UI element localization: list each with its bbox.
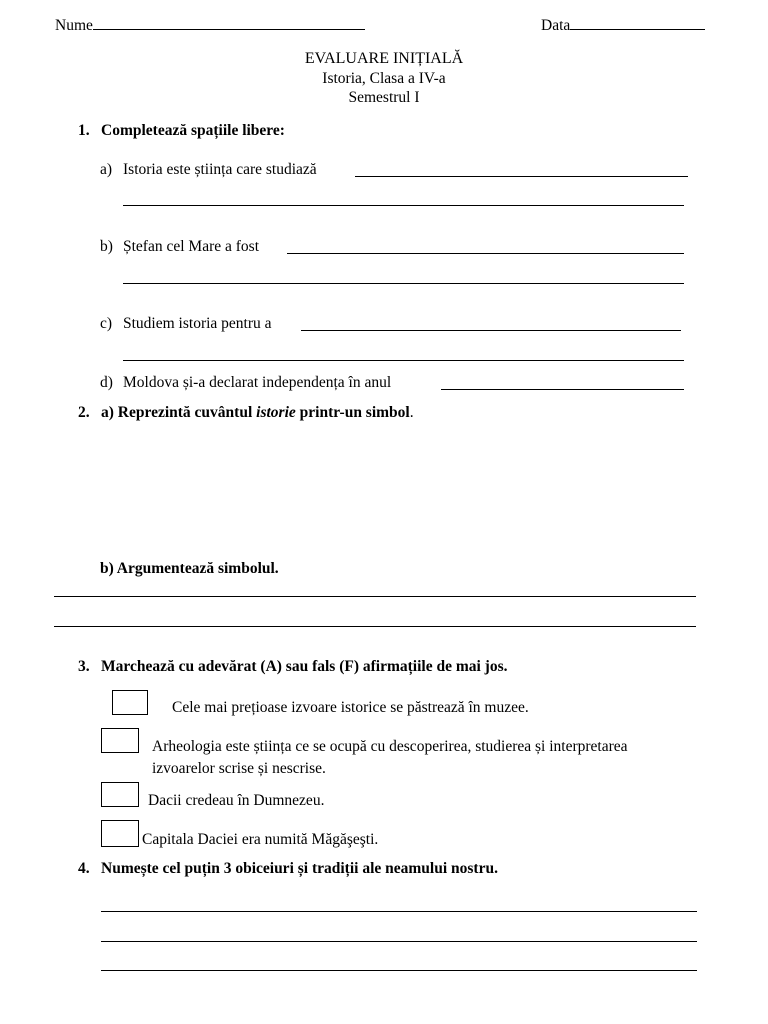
answer-line[interactable] (101, 911, 697, 912)
name-field[interactable] (55, 17, 365, 35)
date-label: Data (541, 17, 571, 34)
semester-label: Semestrul I (348, 89, 420, 106)
answer-box[interactable] (101, 728, 139, 753)
q2-a-prefix: a) Reprezintă cuvântul (101, 404, 257, 421)
q2-b-prompt: b) Argumentează simbolul. (100, 560, 279, 577)
symbol-drawing-area[interactable] (100, 425, 700, 550)
q1-item-d (100, 374, 391, 392)
q3-statement-1: Cele mai prețioase izvoare istorice se păstrează în muzee. (172, 699, 529, 716)
q2-a-word: istorie (256, 404, 296, 421)
answer-line[interactable] (54, 596, 696, 597)
q1-item-b (100, 238, 259, 256)
q4-prompt: Numește cel puțin 3 obiceiuri și tradiții ale neamului nostru. (101, 860, 498, 877)
q1-c-letter: c) (100, 315, 113, 332)
q1-heading (78, 122, 285, 140)
q1-number: 1. (78, 122, 90, 139)
date-blank[interactable] (570, 17, 705, 30)
answer-box[interactable] (112, 690, 148, 715)
answer-line[interactable] (301, 330, 681, 331)
q2-heading (78, 404, 414, 422)
answer-line[interactable] (287, 253, 684, 254)
q1-item-c (100, 315, 272, 333)
q1-item-a (100, 161, 317, 179)
answer-line[interactable] (54, 626, 696, 627)
page-subtitle: Istoria, Clasa a IV-a (322, 70, 446, 87)
q3-statement-2-line1: Arheologia este știința ce se ocupă cu descoperirea, studierea și interpretarea (152, 738, 628, 755)
answer-line[interactable] (101, 970, 697, 971)
answer-line[interactable] (123, 283, 684, 284)
q3-number: 3. (78, 658, 90, 675)
q1-a-letter: a) (100, 161, 113, 178)
answer-line[interactable] (441, 389, 684, 390)
q1-a-text: Istoria este știința care studiază (123, 161, 317, 178)
q2-number: 2. (78, 404, 90, 421)
q1-c-text: Studiem istoria pentru a (123, 315, 272, 332)
answer-line[interactable] (123, 360, 684, 361)
answer-box[interactable] (101, 820, 139, 847)
page-title: EVALUARE INIȚIALĂ (304, 50, 464, 67)
q3-prompt: Marchează cu adevărat (A) sau fals (F) afirmațiile de mai jos. (101, 658, 508, 675)
answer-line[interactable] (355, 176, 688, 177)
answer-line[interactable] (101, 941, 697, 942)
q1-b-text: Ștefan cel Mare a fost (123, 238, 259, 255)
answer-box[interactable] (101, 782, 139, 807)
q3-heading (78, 658, 508, 676)
answer-line[interactable] (123, 205, 684, 206)
date-field[interactable] (541, 17, 705, 35)
q1-b-letter: b) (100, 238, 113, 255)
q1-d-letter: d) (100, 374, 113, 391)
name-blank[interactable] (93, 17, 365, 30)
q2-a-suffix: printr-un simbol (295, 404, 410, 421)
name-label: Nume (55, 17, 93, 34)
q1-d-text: Moldova și-a declarat independența în anul (123, 374, 392, 391)
q1-prompt: Completează spațiile libere: (101, 122, 285, 139)
q4-heading (78, 860, 498, 878)
q2-a-period: . (409, 404, 414, 421)
q3-statement-4: Capitala Daciei era numită Măgăşeşti. (142, 831, 379, 848)
q4-number: 4. (78, 860, 90, 877)
q3-statement-2-line2: izvoarelor scrise și nescrise. (152, 760, 326, 777)
q3-statement-3: Dacii credeau în Dumnezeu. (148, 792, 325, 809)
